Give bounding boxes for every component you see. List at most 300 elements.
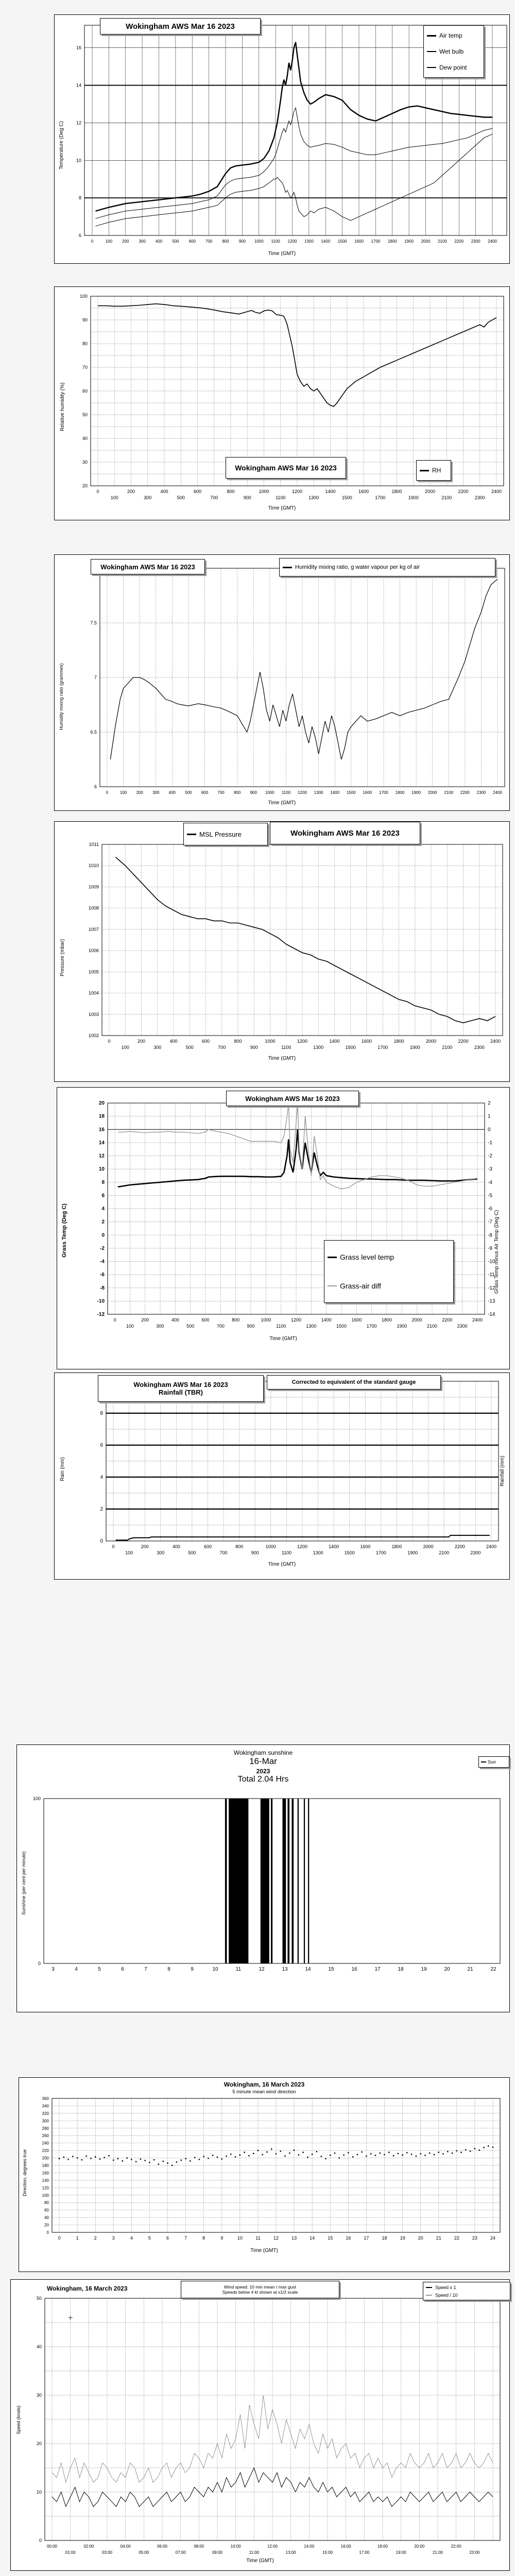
svg-text:1500: 1500 bbox=[336, 1324, 347, 1329]
sunshine-title: Wokingham sunshine bbox=[233, 1749, 293, 1756]
svg-text:300: 300 bbox=[139, 239, 146, 244]
y-axis-title: Rain (mm) bbox=[60, 1457, 65, 1481]
grass-temp-chart bbox=[57, 1087, 510, 1369]
wet-bulb-line-sample bbox=[427, 51, 436, 52]
svg-text:2100: 2100 bbox=[444, 790, 454, 795]
svg-text:500: 500 bbox=[186, 1324, 195, 1329]
mixing-ratio-line-sample bbox=[283, 567, 292, 568]
svg-text:500: 500 bbox=[188, 1550, 196, 1555]
svg-text:1800: 1800 bbox=[391, 489, 402, 494]
svg-text:600: 600 bbox=[203, 1544, 212, 1549]
svg-text:1600: 1600 bbox=[351, 1317, 362, 1323]
svg-text:260: 260 bbox=[42, 2133, 49, 2139]
relative-humidity-chart bbox=[54, 286, 510, 520]
svg-text:200: 200 bbox=[127, 489, 135, 494]
svg-text:05:00: 05:00 bbox=[139, 2550, 149, 2555]
svg-text:21: 21 bbox=[467, 1967, 473, 1972]
svg-text:4: 4 bbox=[75, 1967, 78, 1972]
svg-text:0: 0 bbox=[96, 489, 99, 494]
svg-text:18: 18 bbox=[382, 2235, 387, 2241]
svg-text:-12: -12 bbox=[97, 1312, 105, 1317]
svg-text:-6: -6 bbox=[488, 1206, 492, 1212]
svg-text:100: 100 bbox=[121, 1045, 129, 1050]
svg-text:1600: 1600 bbox=[360, 1544, 371, 1549]
svg-text:19:00: 19:00 bbox=[396, 2550, 406, 2555]
svg-text:1400: 1400 bbox=[321, 1317, 332, 1323]
svg-text:2400: 2400 bbox=[490, 1039, 501, 1044]
svg-text:900: 900 bbox=[243, 495, 251, 500]
svg-text:0: 0 bbox=[101, 1232, 105, 1239]
svg-text:3: 3 bbox=[52, 1967, 55, 1972]
legend-item bbox=[328, 1282, 450, 1290]
legend-item bbox=[426, 2293, 507, 2298]
svg-text:13:00: 13:00 bbox=[285, 2550, 296, 2555]
svg-text:100: 100 bbox=[125, 1550, 133, 1555]
svg-text:220: 220 bbox=[42, 2148, 49, 2154]
svg-text:14: 14 bbox=[310, 2235, 315, 2241]
legend bbox=[423, 25, 484, 78]
svg-text:1600: 1600 bbox=[354, 239, 364, 244]
legend bbox=[324, 1240, 454, 1303]
svg-text:1500: 1500 bbox=[346, 790, 356, 795]
legend-label: MSL Pressure bbox=[199, 830, 242, 838]
svg-text:1000: 1000 bbox=[265, 790, 274, 795]
svg-text:7: 7 bbox=[184, 2235, 187, 2241]
svg-text:-4: -4 bbox=[488, 1179, 492, 1185]
svg-text:2300: 2300 bbox=[471, 239, 480, 244]
legend-label: Grass level temp bbox=[340, 1253, 394, 1261]
svg-text:1007: 1007 bbox=[88, 926, 99, 932]
svg-text:1900: 1900 bbox=[407, 1550, 418, 1555]
svg-text:1000: 1000 bbox=[259, 489, 269, 494]
svg-text:16: 16 bbox=[98, 1127, 105, 1133]
chart-title: Wokingham, 16 March 2023 bbox=[47, 2285, 128, 2292]
svg-text:1600: 1600 bbox=[358, 489, 369, 494]
svg-text:1010: 1010 bbox=[88, 863, 99, 869]
svg-text:2300: 2300 bbox=[470, 1550, 481, 1555]
chart-title-box bbox=[91, 559, 205, 574]
sunshine-year: 2023 bbox=[256, 1768, 270, 1775]
svg-text:180: 180 bbox=[42, 2163, 49, 2168]
svg-text:12: 12 bbox=[76, 120, 81, 126]
svg-text:23: 23 bbox=[472, 2235, 477, 2241]
svg-text:200: 200 bbox=[141, 1317, 149, 1323]
svg-text:2400: 2400 bbox=[493, 790, 502, 795]
chart-plot bbox=[55, 555, 509, 810]
svg-text:15:00: 15:00 bbox=[322, 2550, 333, 2555]
svg-text:600: 600 bbox=[193, 489, 202, 494]
svg-text:1900: 1900 bbox=[408, 495, 419, 500]
svg-text:80: 80 bbox=[44, 2200, 49, 2206]
gust-line-sample bbox=[426, 2295, 432, 2296]
svg-text:23:00: 23:00 bbox=[469, 2550, 480, 2555]
svg-text:50: 50 bbox=[36, 2296, 42, 2301]
svg-text:2000: 2000 bbox=[424, 489, 436, 494]
svg-text:17: 17 bbox=[374, 1967, 381, 1972]
svg-text:1005: 1005 bbox=[88, 969, 99, 975]
svg-text:0: 0 bbox=[58, 2235, 61, 2241]
svg-text:20: 20 bbox=[36, 2441, 42, 2446]
svg-text:200: 200 bbox=[122, 239, 129, 244]
svg-text:1200: 1200 bbox=[291, 489, 303, 494]
svg-text:500: 500 bbox=[185, 1045, 194, 1050]
svg-text:20: 20 bbox=[44, 2223, 49, 2228]
svg-text:15: 15 bbox=[328, 1967, 334, 1972]
svg-text:1100: 1100 bbox=[276, 495, 286, 500]
svg-text:19: 19 bbox=[400, 2235, 405, 2241]
svg-text:1200: 1200 bbox=[287, 239, 297, 244]
svg-text:60: 60 bbox=[82, 388, 88, 394]
svg-text:14: 14 bbox=[98, 1140, 105, 1146]
svg-text:1700: 1700 bbox=[375, 495, 386, 500]
svg-text:1300: 1300 bbox=[313, 1045, 324, 1050]
svg-text:90: 90 bbox=[82, 317, 88, 323]
svg-text:400: 400 bbox=[172, 1544, 180, 1549]
svg-text:04:00: 04:00 bbox=[120, 2544, 131, 2549]
svg-text:300: 300 bbox=[157, 1550, 165, 1555]
svg-text:1700: 1700 bbox=[366, 1324, 377, 1329]
chart-plot bbox=[11, 2280, 509, 2570]
svg-text:700: 700 bbox=[219, 1550, 228, 1555]
legend-label: Dew point bbox=[439, 63, 467, 71]
svg-text:1100: 1100 bbox=[281, 1045, 291, 1050]
svg-text:2: 2 bbox=[94, 2235, 97, 2241]
svg-text:1600: 1600 bbox=[363, 790, 372, 795]
svg-text:240: 240 bbox=[42, 2141, 49, 2146]
svg-text:10: 10 bbox=[212, 1967, 218, 1972]
chart-title: Wokingham AWS Mar 16 2023 bbox=[235, 464, 337, 472]
svg-text:30: 30 bbox=[82, 460, 88, 465]
svg-text:8: 8 bbox=[100, 1411, 103, 1416]
chart-title: Wokingham AWS Mar 16 2023 bbox=[100, 563, 195, 571]
svg-text:1009: 1009 bbox=[88, 884, 99, 890]
svg-text:100: 100 bbox=[119, 790, 127, 795]
svg-text:13: 13 bbox=[282, 1967, 288, 1972]
svg-text:16: 16 bbox=[351, 1967, 357, 1972]
legend-item bbox=[283, 564, 492, 570]
svg-text:16:00: 16:00 bbox=[340, 2544, 351, 2549]
svg-text:-11: -11 bbox=[488, 1272, 495, 1278]
svg-text:1600: 1600 bbox=[361, 1039, 372, 1044]
svg-text:2100: 2100 bbox=[426, 1324, 438, 1329]
svg-text:2100: 2100 bbox=[442, 1045, 453, 1050]
svg-text:1300: 1300 bbox=[308, 495, 319, 500]
svg-text:340: 340 bbox=[42, 2104, 49, 2109]
svg-text:2100: 2100 bbox=[439, 1550, 450, 1555]
svg-text:18:00: 18:00 bbox=[377, 2544, 388, 2549]
y-axis-title: Temperature (Deg C) bbox=[59, 121, 64, 170]
legend-label: Humidity mixing ratio, g water vapour per kg of air bbox=[295, 564, 420, 570]
legend bbox=[423, 2282, 510, 2300]
svg-text:900: 900 bbox=[250, 1045, 258, 1050]
legend-item bbox=[427, 64, 480, 71]
svg-text:1000: 1000 bbox=[265, 1544, 276, 1549]
svg-text:7: 7 bbox=[144, 1967, 147, 1972]
svg-text:1006: 1006 bbox=[88, 948, 99, 954]
svg-text:360: 360 bbox=[42, 2096, 49, 2101]
svg-text:1400: 1400 bbox=[329, 1039, 340, 1044]
svg-text:70: 70 bbox=[82, 365, 88, 370]
svg-text:50: 50 bbox=[82, 412, 88, 417]
svg-text:1200: 1200 bbox=[290, 1317, 302, 1323]
svg-text:16: 16 bbox=[346, 2235, 351, 2241]
svg-text:800: 800 bbox=[227, 489, 235, 494]
svg-text:10: 10 bbox=[36, 2489, 42, 2495]
svg-text:0: 0 bbox=[91, 239, 94, 244]
svg-text:1100: 1100 bbox=[281, 790, 291, 795]
svg-text:100: 100 bbox=[110, 495, 118, 500]
svg-text:1100: 1100 bbox=[276, 1324, 286, 1329]
svg-text:-10: -10 bbox=[488, 1259, 495, 1265]
svg-text:5: 5 bbox=[148, 2235, 151, 2241]
svg-text:16: 16 bbox=[76, 45, 81, 50]
svg-text:4: 4 bbox=[130, 2235, 133, 2241]
svg-text:2200: 2200 bbox=[460, 790, 470, 795]
chart-title-box bbox=[98, 1375, 264, 1402]
svg-text:19: 19 bbox=[421, 1967, 427, 1972]
svg-text:2300: 2300 bbox=[474, 495, 485, 500]
chart-plot bbox=[57, 1088, 509, 1369]
svg-text:40: 40 bbox=[82, 436, 88, 441]
chart-plot bbox=[19, 2078, 509, 2272]
svg-text:1000: 1000 bbox=[254, 239, 264, 244]
y-axis-title: Direction, degrees true bbox=[22, 2149, 27, 2196]
svg-text:1800: 1800 bbox=[381, 1317, 392, 1323]
svg-text:6: 6 bbox=[166, 2235, 169, 2241]
svg-text:60: 60 bbox=[44, 2208, 49, 2213]
pressure-line-sample bbox=[187, 834, 196, 835]
svg-text:2400: 2400 bbox=[472, 1317, 483, 1323]
svg-text:400: 400 bbox=[169, 1039, 178, 1044]
svg-text:160: 160 bbox=[42, 2171, 49, 2176]
svg-text:12:00: 12:00 bbox=[267, 2544, 278, 2549]
chart-title-line1: Wokingham AWS Mar 16 2023 bbox=[133, 1381, 228, 1388]
svg-text:1500: 1500 bbox=[337, 239, 347, 244]
svg-text:700: 700 bbox=[216, 1324, 225, 1329]
legend-label: Speed / 10 bbox=[435, 2292, 458, 2298]
svg-text:12: 12 bbox=[259, 1967, 265, 1972]
svg-text:01:00: 01:00 bbox=[65, 2550, 76, 2555]
svg-text:22: 22 bbox=[490, 1967, 496, 1972]
svg-text:1500: 1500 bbox=[344, 1550, 355, 1555]
svg-text:1300: 1300 bbox=[304, 239, 314, 244]
x-axis-title: Time (GMT) bbox=[268, 1056, 296, 1061]
svg-text:11: 11 bbox=[235, 1967, 242, 1972]
svg-text:800: 800 bbox=[222, 239, 229, 244]
svg-text:300: 300 bbox=[42, 2119, 49, 2124]
legend-item bbox=[481, 1759, 507, 1765]
svg-text:14:00: 14:00 bbox=[304, 2544, 315, 2549]
svg-text:2000: 2000 bbox=[425, 1039, 437, 1044]
chart-plot bbox=[55, 822, 509, 1081]
svg-text:1400: 1400 bbox=[325, 489, 336, 494]
svg-text:10: 10 bbox=[237, 2235, 243, 2241]
svg-text:1200: 1200 bbox=[297, 1039, 308, 1044]
svg-text:8: 8 bbox=[202, 2235, 205, 2241]
svg-text:20: 20 bbox=[418, 2235, 423, 2241]
svg-text:0: 0 bbox=[38, 1961, 41, 1966]
svg-text:1400: 1400 bbox=[330, 790, 340, 795]
legend bbox=[416, 460, 451, 481]
svg-text:-2: -2 bbox=[488, 1153, 492, 1159]
x-axis-title: Time (GMT) bbox=[268, 505, 296, 511]
svg-text:21:00: 21:00 bbox=[432, 2550, 443, 2555]
svg-text:-6: -6 bbox=[100, 1272, 105, 1278]
y-axis-title: Pressure (mbar) bbox=[60, 939, 65, 976]
svg-text:700: 700 bbox=[210, 495, 218, 500]
svg-text:11: 11 bbox=[255, 2235, 261, 2241]
svg-text:-7: -7 bbox=[488, 1219, 492, 1225]
svg-text:2400: 2400 bbox=[491, 489, 502, 494]
svg-text:2400: 2400 bbox=[488, 239, 497, 244]
svg-text:-8: -8 bbox=[100, 1285, 105, 1291]
svg-text:22:00: 22:00 bbox=[451, 2544, 461, 2549]
legend-item bbox=[420, 467, 448, 474]
x-axis-title: Time (GMT) bbox=[250, 2248, 278, 2253]
legend-label: Grass-air diff bbox=[340, 1282, 381, 1290]
svg-text:140: 140 bbox=[42, 2178, 49, 2183]
chart-title: Wokingham AWS Mar 16 2023 bbox=[126, 22, 235, 31]
svg-text:8: 8 bbox=[167, 1967, 170, 1972]
legend-label: Air temp bbox=[439, 32, 462, 40]
wind-direction-chart bbox=[19, 2077, 510, 2272]
svg-text:900: 900 bbox=[247, 1324, 255, 1329]
svg-text:1900: 1900 bbox=[397, 1324, 407, 1329]
y-axis-title: Relative humidity (%) bbox=[60, 382, 65, 431]
svg-text:30: 30 bbox=[36, 2393, 42, 2398]
svg-text:1000: 1000 bbox=[265, 1039, 276, 1044]
chart-title-box bbox=[226, 1091, 359, 1106]
svg-text:0: 0 bbox=[100, 1538, 103, 1544]
svg-text:700: 700 bbox=[205, 239, 213, 244]
svg-text:0: 0 bbox=[488, 1127, 491, 1133]
svg-text:0: 0 bbox=[113, 1317, 116, 1323]
svg-text:-9: -9 bbox=[488, 1245, 492, 1251]
speed-note-line1: Wind speed: 10 min mean / max gust bbox=[224, 2284, 297, 2290]
svg-text:2200: 2200 bbox=[458, 489, 469, 494]
svg-text:4: 4 bbox=[101, 1206, 105, 1212]
speed-line-sample bbox=[426, 2287, 432, 2288]
svg-text:00:00: 00:00 bbox=[46, 2544, 58, 2549]
svg-text:900: 900 bbox=[238, 239, 246, 244]
svg-text:600: 600 bbox=[201, 1039, 210, 1044]
svg-text:6: 6 bbox=[101, 1193, 105, 1199]
svg-text:200: 200 bbox=[141, 1544, 149, 1549]
svg-text:12: 12 bbox=[98, 1153, 105, 1159]
svg-text:1200: 1200 bbox=[298, 790, 307, 795]
svg-text:10:00: 10:00 bbox=[230, 2544, 241, 2549]
svg-text:20: 20 bbox=[444, 1967, 450, 1972]
chart-subtitle: 5 minute mean wind direction bbox=[232, 2089, 296, 2095]
svg-text:10: 10 bbox=[98, 1166, 105, 1173]
svg-text:100: 100 bbox=[42, 2193, 49, 2198]
svg-text:2: 2 bbox=[101, 1219, 105, 1225]
svg-text:20: 20 bbox=[98, 1100, 105, 1106]
svg-text:200: 200 bbox=[42, 2156, 49, 2161]
chart-title-box bbox=[226, 457, 346, 479]
rh-line-sample bbox=[420, 470, 429, 471]
svg-text:400: 400 bbox=[160, 489, 168, 494]
legend-label: RH bbox=[432, 467, 441, 474]
wind-speed-chart bbox=[10, 2279, 510, 2571]
svg-text:200: 200 bbox=[137, 1039, 146, 1044]
svg-text:14: 14 bbox=[76, 82, 81, 88]
legend-item bbox=[187, 831, 264, 838]
svg-text:1100: 1100 bbox=[271, 239, 280, 244]
svg-text:08:00: 08:00 bbox=[194, 2544, 204, 2549]
svg-text:02:00: 02:00 bbox=[83, 2544, 94, 2549]
svg-text:1004: 1004 bbox=[88, 990, 99, 996]
svg-text:300: 300 bbox=[156, 1324, 164, 1329]
speed-note-box bbox=[181, 2281, 339, 2298]
svg-text:-12: -12 bbox=[488, 1285, 495, 1291]
chart-title: Wokingham AWS Mar 16 2023 bbox=[290, 828, 400, 838]
svg-text:10: 10 bbox=[76, 158, 81, 163]
svg-text:2200: 2200 bbox=[442, 1317, 453, 1323]
svg-text:1700: 1700 bbox=[375, 1550, 386, 1555]
svg-text:120: 120 bbox=[42, 2185, 49, 2191]
svg-text:17:00: 17:00 bbox=[359, 2550, 370, 2555]
svg-text:2300: 2300 bbox=[476, 790, 486, 795]
svg-text:1400: 1400 bbox=[321, 239, 331, 244]
svg-text:2000: 2000 bbox=[421, 239, 431, 244]
svg-text:200: 200 bbox=[136, 790, 143, 795]
svg-text:2200: 2200 bbox=[454, 1544, 465, 1549]
svg-text:600: 600 bbox=[201, 790, 209, 795]
svg-text:1700: 1700 bbox=[379, 790, 388, 795]
svg-text:1800: 1800 bbox=[391, 1544, 402, 1549]
svg-text:1500: 1500 bbox=[345, 1045, 356, 1050]
svg-text:400: 400 bbox=[168, 790, 176, 795]
svg-text:400: 400 bbox=[155, 239, 163, 244]
correction-note: Corrected to equivalent of the standard gauge bbox=[291, 1379, 416, 1385]
svg-text:1200: 1200 bbox=[297, 1544, 308, 1549]
y-axis-title: Speed (knots) bbox=[16, 2405, 21, 2434]
svg-text:2000: 2000 bbox=[427, 790, 437, 795]
sunshine-total: Total 2.04 Hrs bbox=[237, 1775, 289, 1784]
svg-text:3: 3 bbox=[112, 2235, 115, 2241]
chart-title: Wokingham AWS Mar 16 2023 bbox=[245, 1094, 340, 1103]
svg-text:500: 500 bbox=[172, 239, 179, 244]
svg-text:15: 15 bbox=[328, 2235, 333, 2241]
chart-plot bbox=[55, 1373, 509, 1579]
svg-text:300: 300 bbox=[152, 790, 160, 795]
svg-text:2100: 2100 bbox=[441, 495, 452, 500]
svg-text:800: 800 bbox=[232, 1317, 240, 1323]
correction-note-box bbox=[267, 1375, 441, 1389]
svg-text:6: 6 bbox=[121, 1967, 124, 1972]
svg-text:1300: 1300 bbox=[314, 790, 323, 795]
legend-item bbox=[427, 48, 480, 55]
svg-text:12: 12 bbox=[273, 2235, 279, 2241]
svg-text:40: 40 bbox=[44, 2215, 49, 2221]
svg-text:13: 13 bbox=[291, 2235, 297, 2241]
svg-text:1500: 1500 bbox=[341, 495, 352, 500]
svg-text:800: 800 bbox=[234, 1039, 242, 1044]
svg-text:18: 18 bbox=[398, 1967, 404, 1972]
legend-item bbox=[426, 2285, 507, 2290]
x-axis-title: Time (GMT) bbox=[269, 1336, 297, 1342]
y-axis-title: Humidity mixing ratio (grammes) bbox=[59, 663, 64, 730]
svg-text:11:00: 11:00 bbox=[249, 2550, 260, 2555]
y-axis-title: Sunshine (per cent per minute) bbox=[21, 1851, 26, 1915]
svg-text:2: 2 bbox=[488, 1100, 491, 1106]
svg-text:1000: 1000 bbox=[261, 1317, 271, 1323]
dew-point-line-sample bbox=[427, 67, 436, 68]
svg-text:2: 2 bbox=[100, 1506, 103, 1512]
legend-label: Speed x 1 bbox=[435, 2284, 456, 2290]
svg-text:80: 80 bbox=[82, 341, 88, 346]
